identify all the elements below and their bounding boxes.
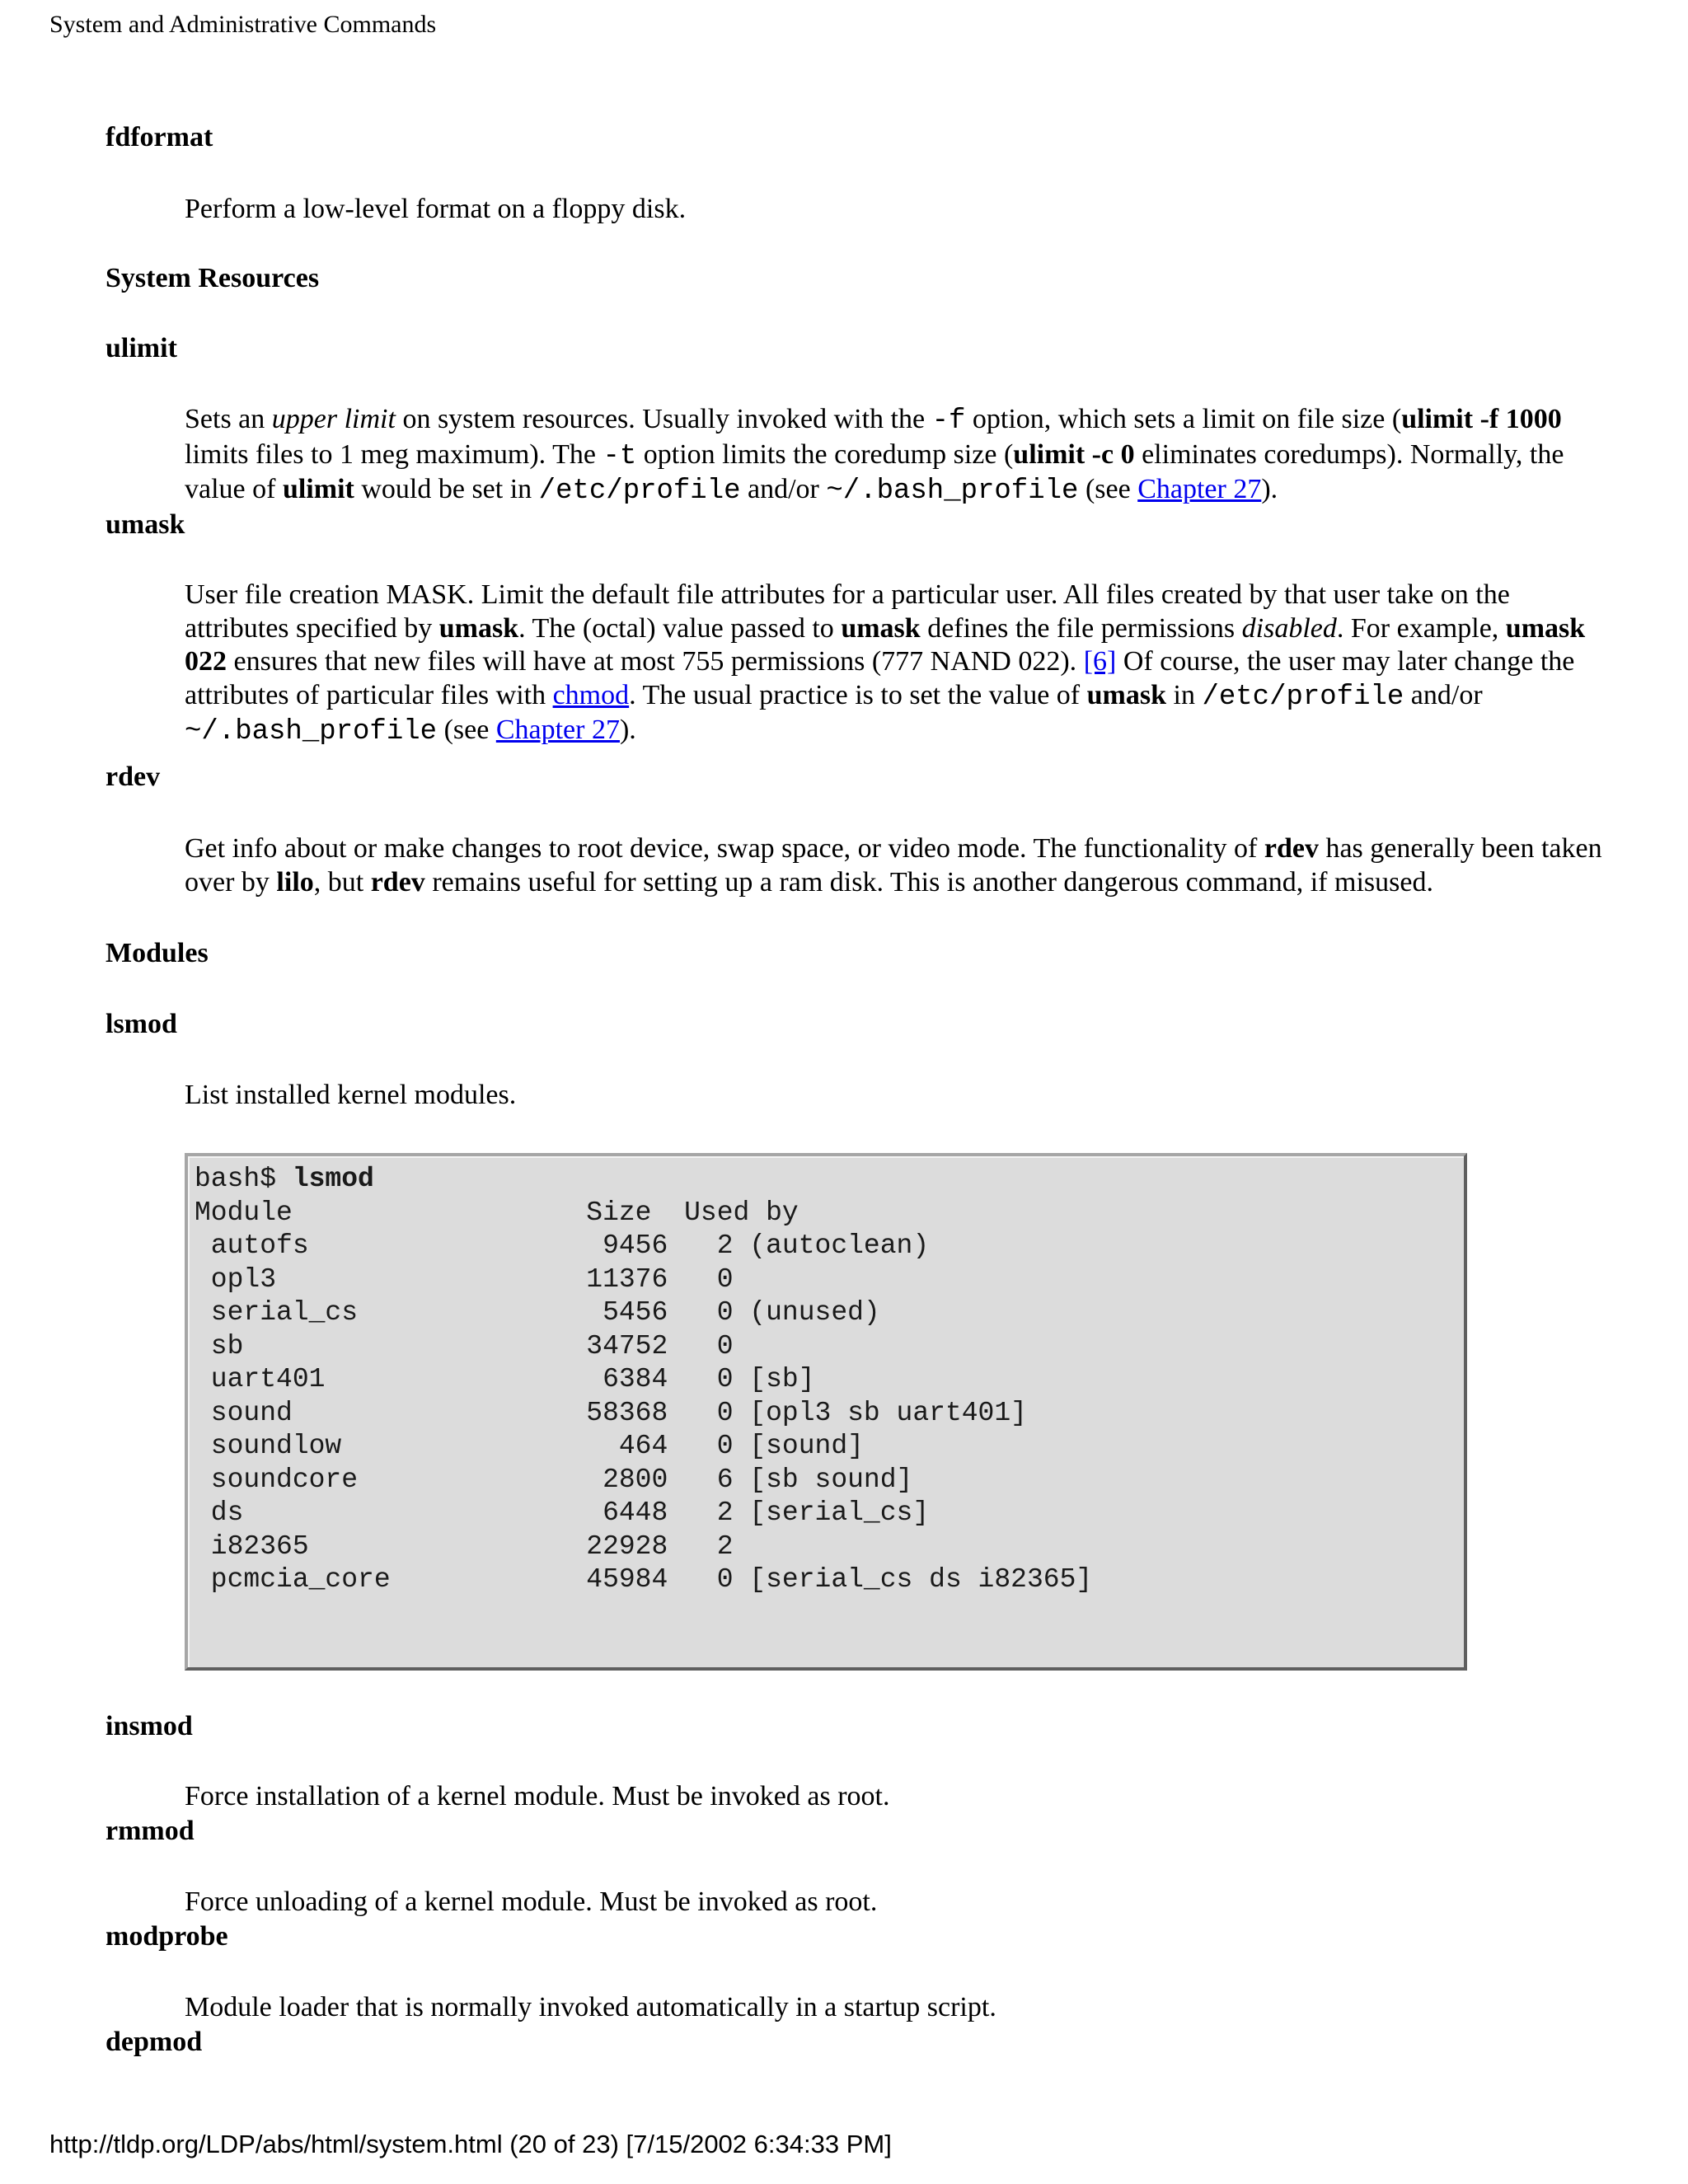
desc-fdformat-text: Perform a low-level format on a floppy disk. [185,194,687,224]
term-fdformat: fdformat [106,122,213,152]
code-line: autofs 9456 2 (autoclean) [195,1230,930,1261]
code-line: opl3 11376 0 [195,1263,734,1295]
desc-rdev: Get info about or make changes to root device, swap space, or video mode. The functionality of rdev has generally been taken over by lilo, but rdev remains useful for setting up a ram disk. This is another dangerous command, if misused. [185,833,1602,898]
desc-insmod [185,1780,1602,1814]
page-header: System and Administrative Commands [49,11,437,38]
desc-modprobe [185,1991,1602,2025]
code-line: uart401 6384 0 [sb] [195,1364,815,1394]
desc-modprobe-text: Module loader that is normally invoked automatically in a startup script. [185,1992,996,2022]
link-chapter-27[interactable]: Chapter 27 [1137,474,1262,504]
desc-lsmod-text: List installed kernel modules. [185,1080,517,1110]
code-prompt-line [195,1163,1464,1197]
code-line: pcmcia_core 45984 0 [serial_cs ds i82365] [195,1564,1093,1595]
desc-ulimit: Sets an upper limit on system resources. Usually invoked with the -f option, which sets a limit on file size (ulimit -f 1000 limits files to 1 meg maximum). The -t option limits the coredump size (ulimit -c 0 eliminates coredumps). Normally, the value of ulimit would be set in /etc/profile and/or ~/.bash_profile (see Chapter 27). [185,404,1564,507]
term-umask: umask [106,509,185,540]
term-depmod: depmod [106,2027,203,2057]
code-line: sound 58368 0 [opl3 sb uart401] [195,1397,1027,1428]
code-line: serial_cs 5456 0 (unused) [195,1297,880,1328]
code-line: soundlow 464 0 [sound] [195,1431,864,1461]
desc-rmmod [185,1886,1602,1919]
term-ulimit: ulimit [106,333,177,363]
section-heading-system-resources: System Resources [106,263,320,293]
term-lsmod: lsmod [106,1009,177,1039]
term-insmod: insmod [106,1711,193,1741]
term-modprobe: modprobe [106,1921,228,1952]
desc-umask: User file creation MASK. Limit the default file attributes for a particular user. All files created by that user take on the attributes specified by umask. The (octal) value passed to umask defines the file permissions disabled. For example, umask 022 ensures that new files will have at most 755 permissions (777 NAND 022). [6] Of course, the user may later change the attributes of particular files with chmod. The usual practice is to set the value of umask in /etc/profile and/or ~/.bash_profile (see Chapter 27). [185,579,1586,748]
term-rmmod: rmmod [106,1816,195,1846]
code-line: i82365 22928 2 [195,1530,734,1562]
desc-rmmod-text: Force unloading of a kernel module. Must be invoked as root. [185,1886,878,1917]
code-prompt: bash$ [195,1164,293,1194]
desc-insmod-text: Force installation of a kernel module. Must be invoked as root. [185,1781,890,1811]
footnote-link-6[interactable]: [6] [1083,646,1117,677]
code-command: lsmod [292,1164,374,1194]
desc-lsmod [185,1079,1602,1113]
link-chmod[interactable]: chmod [552,679,630,710]
section-heading-modules: Modules [106,938,209,968]
desc-fdformat [185,193,1602,227]
term-rdev: rdev [106,762,161,792]
code-line: Module Size Used by [195,1197,799,1228]
page-footer-url: http://tldp.org/LDP/abs/html/system.html (20 of 23) [7/15/2002 6:34:33 PM] [49,2130,892,2158]
code-line: sb 34752 0 [195,1330,734,1361]
code-line: soundcore 2800 6 [sb sound] [195,1464,913,1495]
code-block-lsmod [185,1153,1467,1671]
link-chapter-27[interactable]: Chapter 27 [495,715,620,745]
code-line: ds 6448 2 [serial_cs] [195,1497,930,1528]
